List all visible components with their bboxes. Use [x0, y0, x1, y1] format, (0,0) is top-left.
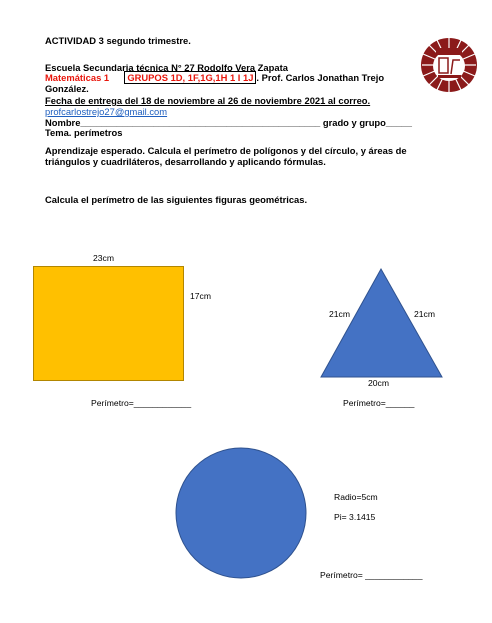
rectangle-perimeter-answer[interactable]: Perímetro=____________	[91, 398, 192, 408]
triangle-shape	[320, 268, 444, 378]
subject-label: Matemáticas 1	[45, 72, 110, 83]
name-field[interactable]: Nombre______________________________________________ grado y grupo_____	[45, 117, 412, 128]
delivery-date: Fecha de entrega del 18 de noviembre al 26 de noviembre 2021 al correo.	[45, 95, 371, 106]
subject-line	[45, 72, 384, 83]
circle-pi-label: Pi= 3.1415	[334, 512, 376, 522]
school-crest-icon	[419, 36, 479, 94]
email-link[interactable]: profcarlostrejo27@gmail.com	[45, 106, 168, 117]
groups-label: GRUPOS 1D, 1F,1G,1H 1 I 1J	[124, 71, 256, 84]
circle-perimeter-answer[interactable]: Perímetro= ____________	[320, 570, 423, 580]
circle-shape	[175, 447, 307, 579]
circle-radius-label: Radio=5cm	[334, 492, 378, 502]
teacher-surname: González.	[45, 83, 89, 94]
rectangle-height-label: 17cm	[190, 291, 212, 301]
triangle-base-label: 20cm	[368, 378, 390, 388]
teacher-name: . Prof. Carlos Jonathan Trejo	[256, 72, 385, 83]
topic-label: Tema. perímetros	[45, 127, 123, 138]
triangle-left-label: 21cm	[329, 309, 351, 319]
triangle-right-label: 21cm	[414, 309, 436, 319]
rectangle-width-label: 23cm	[93, 253, 115, 263]
rectangle-shape	[33, 266, 184, 381]
learning-goal-line1: Aprendizaje esperado. Calcula el perímetro de polígonos y del círculo, y áreas de	[45, 145, 407, 156]
school-name: Escuela Secundaria técnica N° 27 Rodolfo Vera Zapata	[45, 62, 288, 73]
learning-goal-line2: triángulos y cuadriláteros, desarrollando y aplicando fórmulas.	[45, 156, 326, 167]
instruction: Calcula el perímetro de las siguientes figuras geométricas.	[45, 194, 308, 205]
triangle-perimeter-answer[interactable]: Perímetro=______	[343, 398, 415, 408]
activity-title: ACTIVIDAD 3 segundo trimestre.	[45, 35, 191, 46]
